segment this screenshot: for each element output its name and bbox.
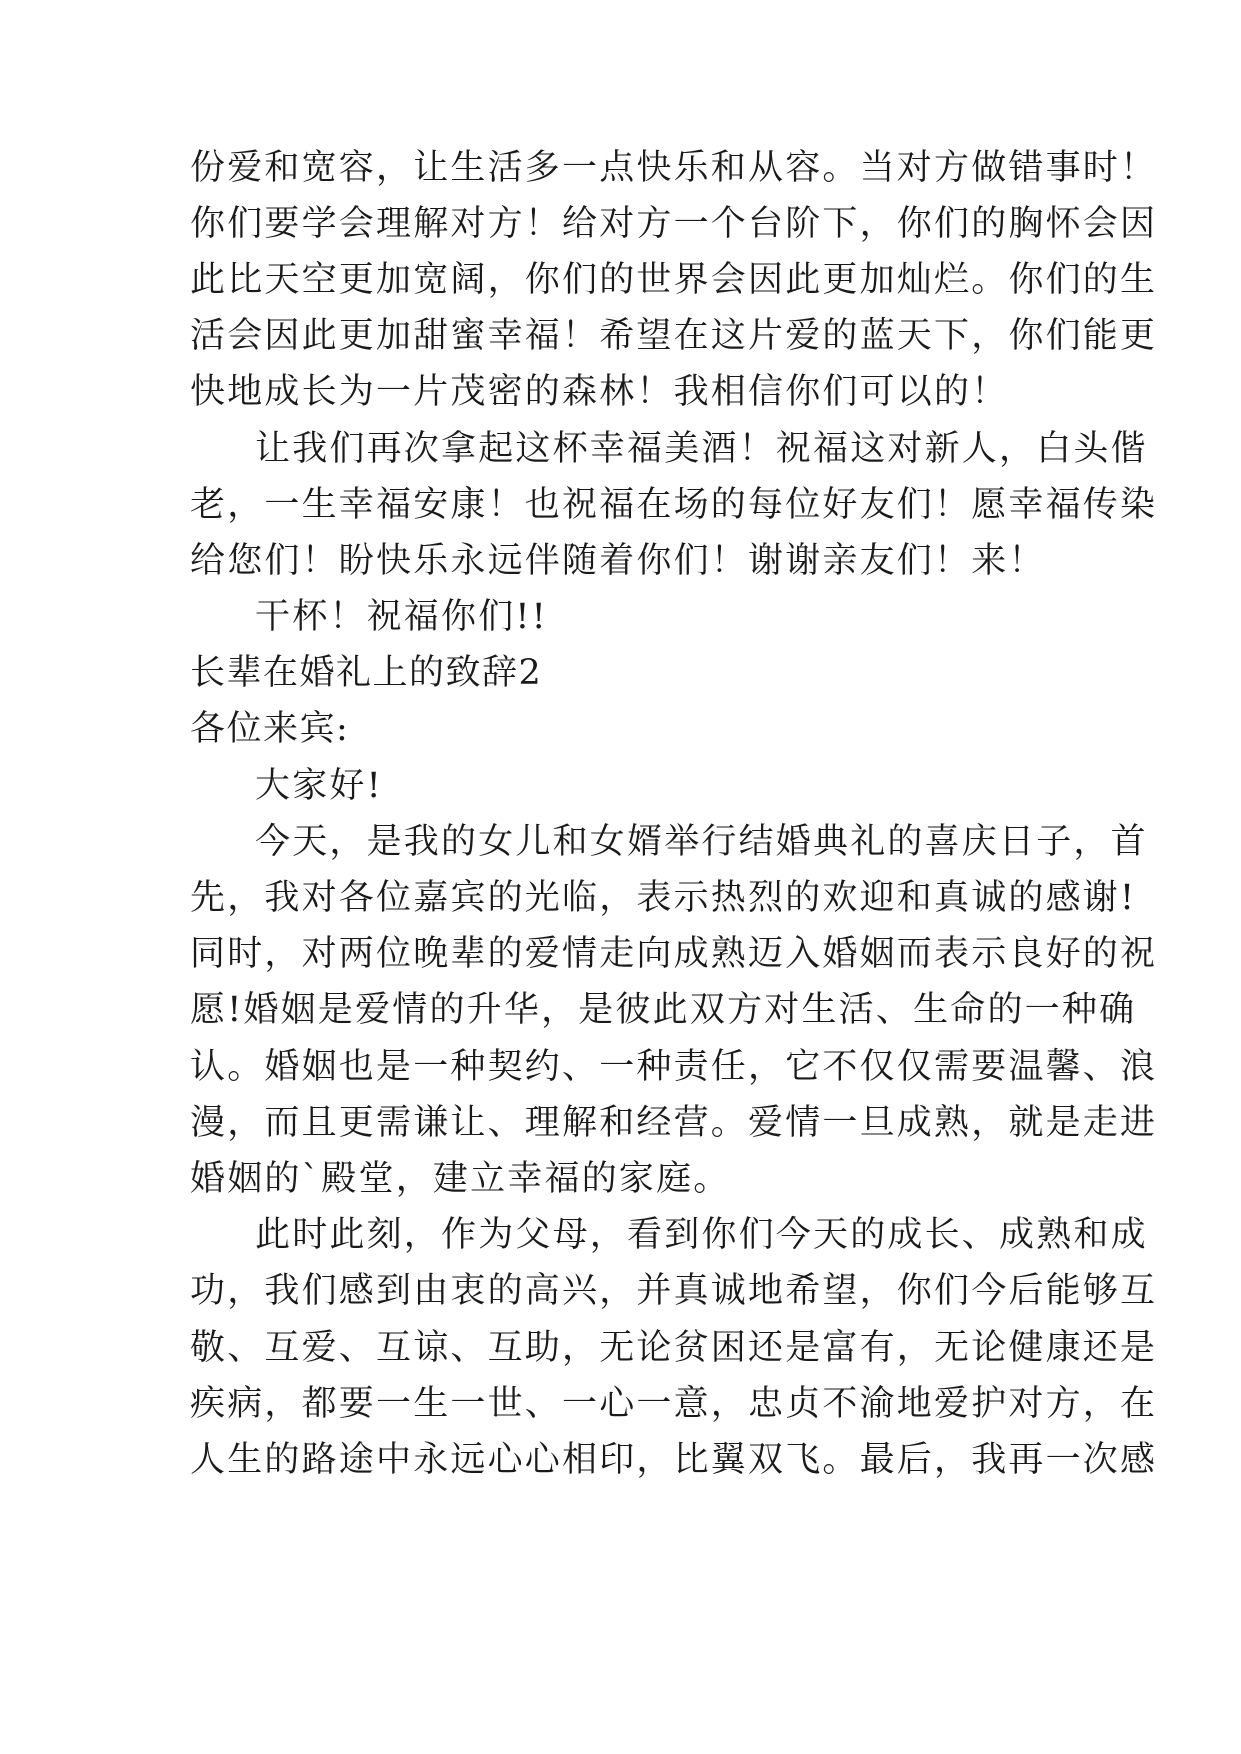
paragraph-1-line-1: 份爱和宽容，让生活多一点快乐和从容。当对方做错事时！ xyxy=(190,148,1158,188)
paragraph-4-line-2: 先，我对各位嘉宾的光临，表示热烈的欢迎和真诚的感谢! xyxy=(190,878,1137,918)
paragraph-5-line-3: 敬、互爱、互谅、互助，无论贫困还是富有，无论健康还是 xyxy=(190,1328,1158,1368)
paragraph-5-line-4: 疾病，都要一生一世、一心一意，忠贞不渝地爱护对方，在 xyxy=(190,1384,1158,1424)
paragraph-1-line-4: 活会因此更加甜蜜幸福！希望在这片爱的蓝天下，你们能更 xyxy=(190,316,1158,356)
paragraph-1-line-3: 此比天空更加宽阔，你们的世界会因此更加灿烂。你们的生 xyxy=(190,260,1158,300)
paragraph-5-line-5: 人生的路途中永远心心相印，比翼双飞。最后，我再一次感 xyxy=(190,1440,1158,1480)
paragraph-3-line-1: 干杯！祝福你们!! xyxy=(255,597,548,637)
section-title: 长辈在婚礼上的致辞2 xyxy=(190,653,543,693)
paragraph-1-line-2: 你们要学会理解对方！给对方一个台阶下，你们的胸怀会因 xyxy=(190,204,1158,244)
paragraph-2-line-1: 让我们再次拿起这杯幸福美酒！祝福这对新人，白头偕 xyxy=(255,429,1148,469)
paragraph-4-line-5: 认。婚姻也是一种契约、一种责任，它不仅仅需要温馨、浪 xyxy=(190,1047,1158,1087)
paragraph-4-line-3: 同时，对两位晚辈的爱情走向成熟迈入婚姻而表示良好的祝 xyxy=(190,934,1158,974)
paragraph-4-line-7: 婚姻的`殿堂，建立幸福的家庭。 xyxy=(190,1159,731,1199)
paragraph-4-line-1: 今天，是我的女儿和女婿举行结婚典礼的喜庆日子，首 xyxy=(255,822,1148,862)
paragraph-2-line-3: 给您们！盼快乐永远伴随着你们！谢谢亲友们！来！ xyxy=(190,541,1046,581)
paragraph-4-line-4: 愿!婚姻是爱情的升华，是彼此双方对生活、生命的一种确 xyxy=(190,990,1137,1030)
paragraph-5-line-1: 此时此刻，作为父母，看到你们今天的成长、成熟和成 xyxy=(255,1215,1148,1255)
salutation: 各位来宾: xyxy=(190,709,350,749)
paragraph-2-line-2: 老，一生幸福安康！也祝福在场的每位好友们！愿幸福传染 xyxy=(190,485,1158,525)
paragraph-4-line-6: 漫，而且更需谦让、理解和经营。爱情一旦成熟，就是走进 xyxy=(190,1103,1158,1143)
paragraph-1-line-5: 快地成长为一片茂密的森林！我相信你们可以的！ xyxy=(190,372,1009,412)
greeting: 大家好! xyxy=(255,766,383,806)
paragraph-5-line-2: 功，我们感到由衷的高兴，并真诚地希望，你们今后能够互 xyxy=(190,1271,1158,1311)
